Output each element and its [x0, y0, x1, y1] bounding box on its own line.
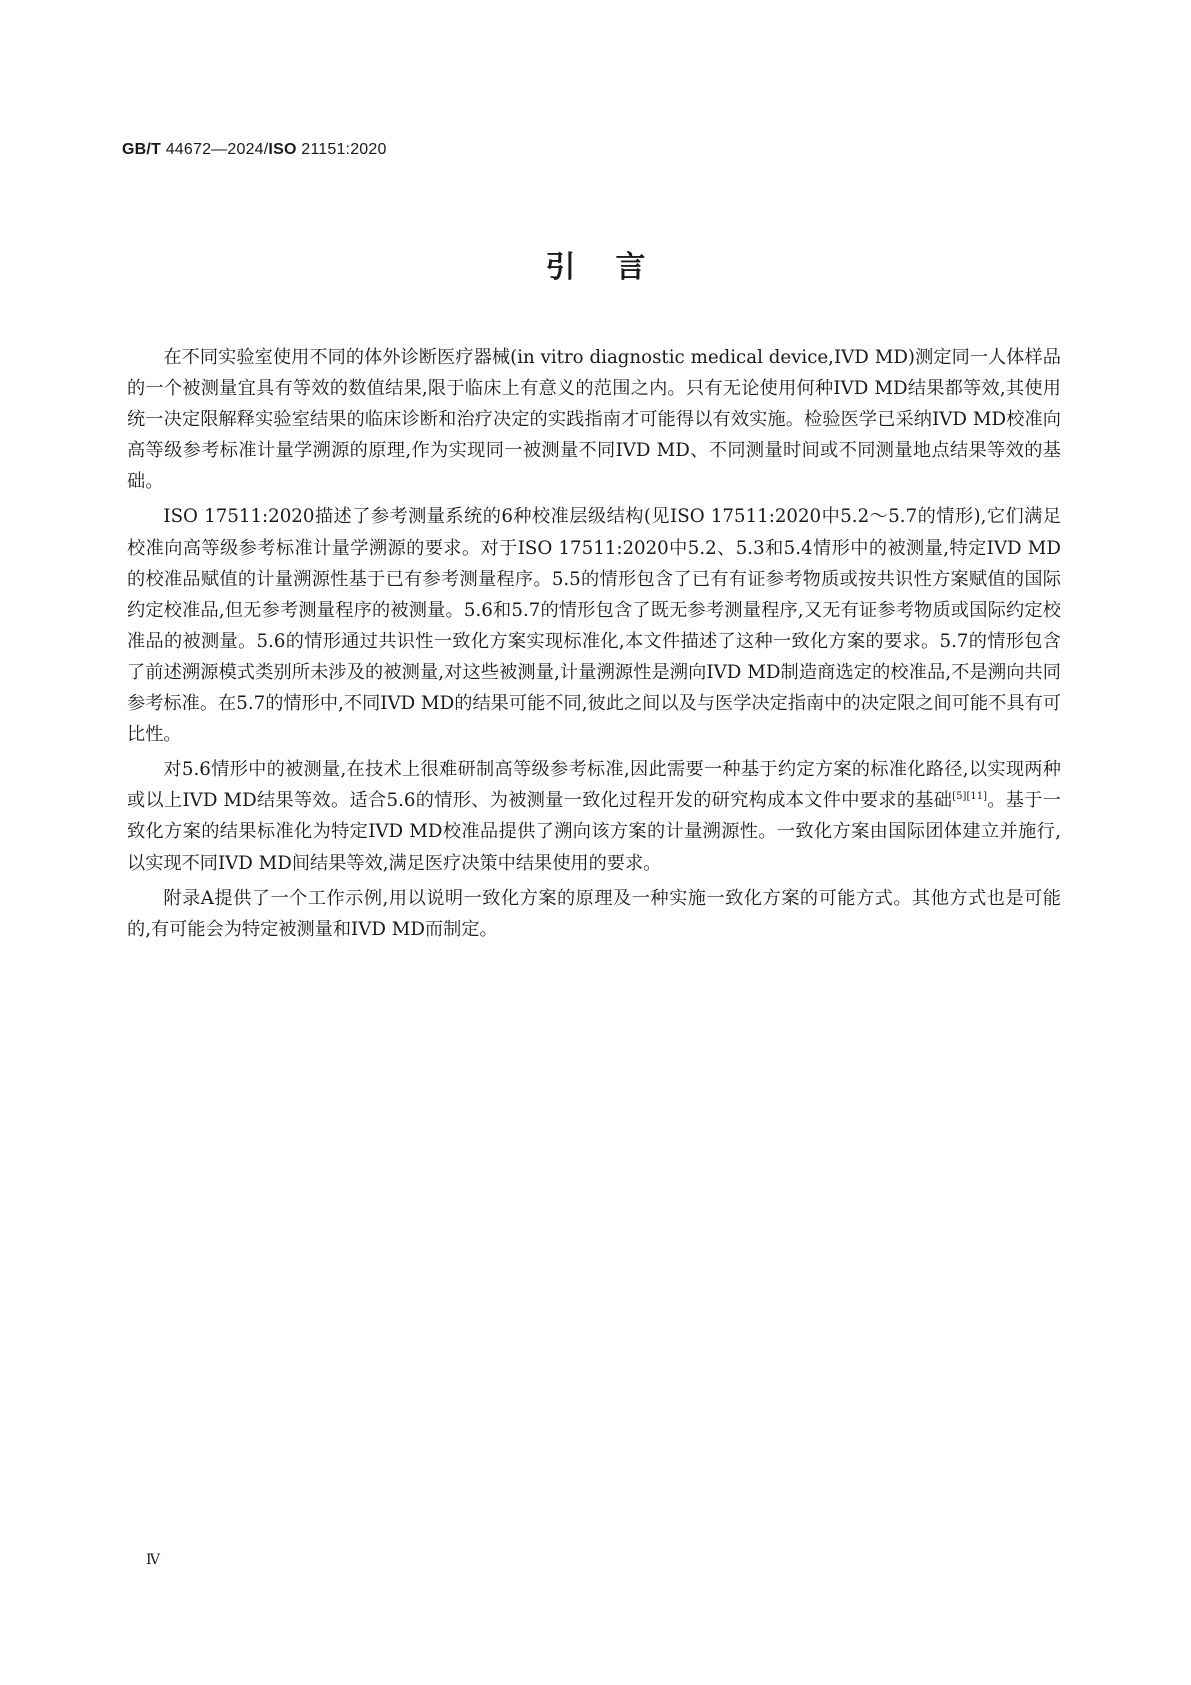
paragraph-3-text-before: 对5.6情形中的被测量,在技术上很难研制高等级参考标准,因此需要一种基于约定方案的标准化路径,以实现两种或以上IVD MD结果等效。适合5.6的情形、为被测量一致化过程开发的研究构成本文件中要求的基础: [127, 759, 1061, 812]
document-code-header: [122, 141, 387, 159]
page-number: Ⅳ: [146, 1552, 160, 1568]
section-title: 引言: [545, 250, 686, 285]
reference-citation: [5][11]: [952, 791, 987, 803]
iso-prefix: ISO: [268, 141, 297, 158]
paragraph-3-text-after: 。基于一致化方案的结果标准化为特定IVD MD校准品提供了溯向该方案的计量溯源性。一致化方案由国际团体建立并施行,以实现不同IVD MD间结果等效,满足医疗决策中结果使用的要求。: [127, 790, 1061, 874]
paragraph-1: 在不同实验室使用不同的体外诊断医疗器械(in vitro diagnostic medical device,IVD MD)测定同一人体样品的一个被测量宜具有等效的数值结果,限于临床上有意义的范围之内。只有无论使用何种IVD MD结果都等效,其使用统一决定限解释实验室结果的临床诊断和治疗决定的实践指南才可能得以有效实施。检验医学已采纳IVD MD校准向高等级参考标准计量学溯源的原理,作为实现同一被测量不同IVD MD、不同测量时间或不同测量地点结果等效的基础。: [127, 347, 1061, 493]
standard-code-prefix: GB/T: [122, 141, 162, 158]
paragraph-2: ISO 17511:2020描述了参考测量系统的6种校准层级结构(见ISO 17511:2020中5.2～5.7的情形),它们满足校准向高等级参考标准计量学溯源的要求。对于ISO 17511:2020中5.2、5.3和5.4情形中的被测量,特定IVD MD的校准品赋值的计量溯源性基于已有参考测量程序。5.5的情形包含了已有有证参考物质或按共识性方案赋值的国际约定校准品,但无参考测量程序的被测量。5.6和5.7的情形包含了既无参考测量程序,又无有证参考物质或国际约定校准品的被测量。5.6的情形通过共识性一致化方案实现标准化,本文件描述了这种一致化方案的要求。5.7的情形包含了前述溯源模式类别所未涉及的被测量,对这些被测量,计量溯源性是溯向IVD MD制造商选定的校准品,不是溯向共同参考标准。在5.7的情形中,不同IVD MD的结果可能不同,彼此之间以及与医学决定指南中的决定限之间可能不具有可比性。: [127, 506, 1061, 746]
introduction-body: [127, 342, 1061, 949]
iso-number: 21151:2020: [301, 141, 387, 158]
paragraph-3: [127, 754, 1061, 878]
standard-code-number: 44672—2024/: [165, 141, 269, 158]
paragraph-4: 附录A提供了一个工作示例,用以说明一致化方案的原理及一种实施一致化方案的可能方式。其他方式也是可能的,有可能会为特定被测量和IVD MD而制定。: [127, 887, 1061, 940]
